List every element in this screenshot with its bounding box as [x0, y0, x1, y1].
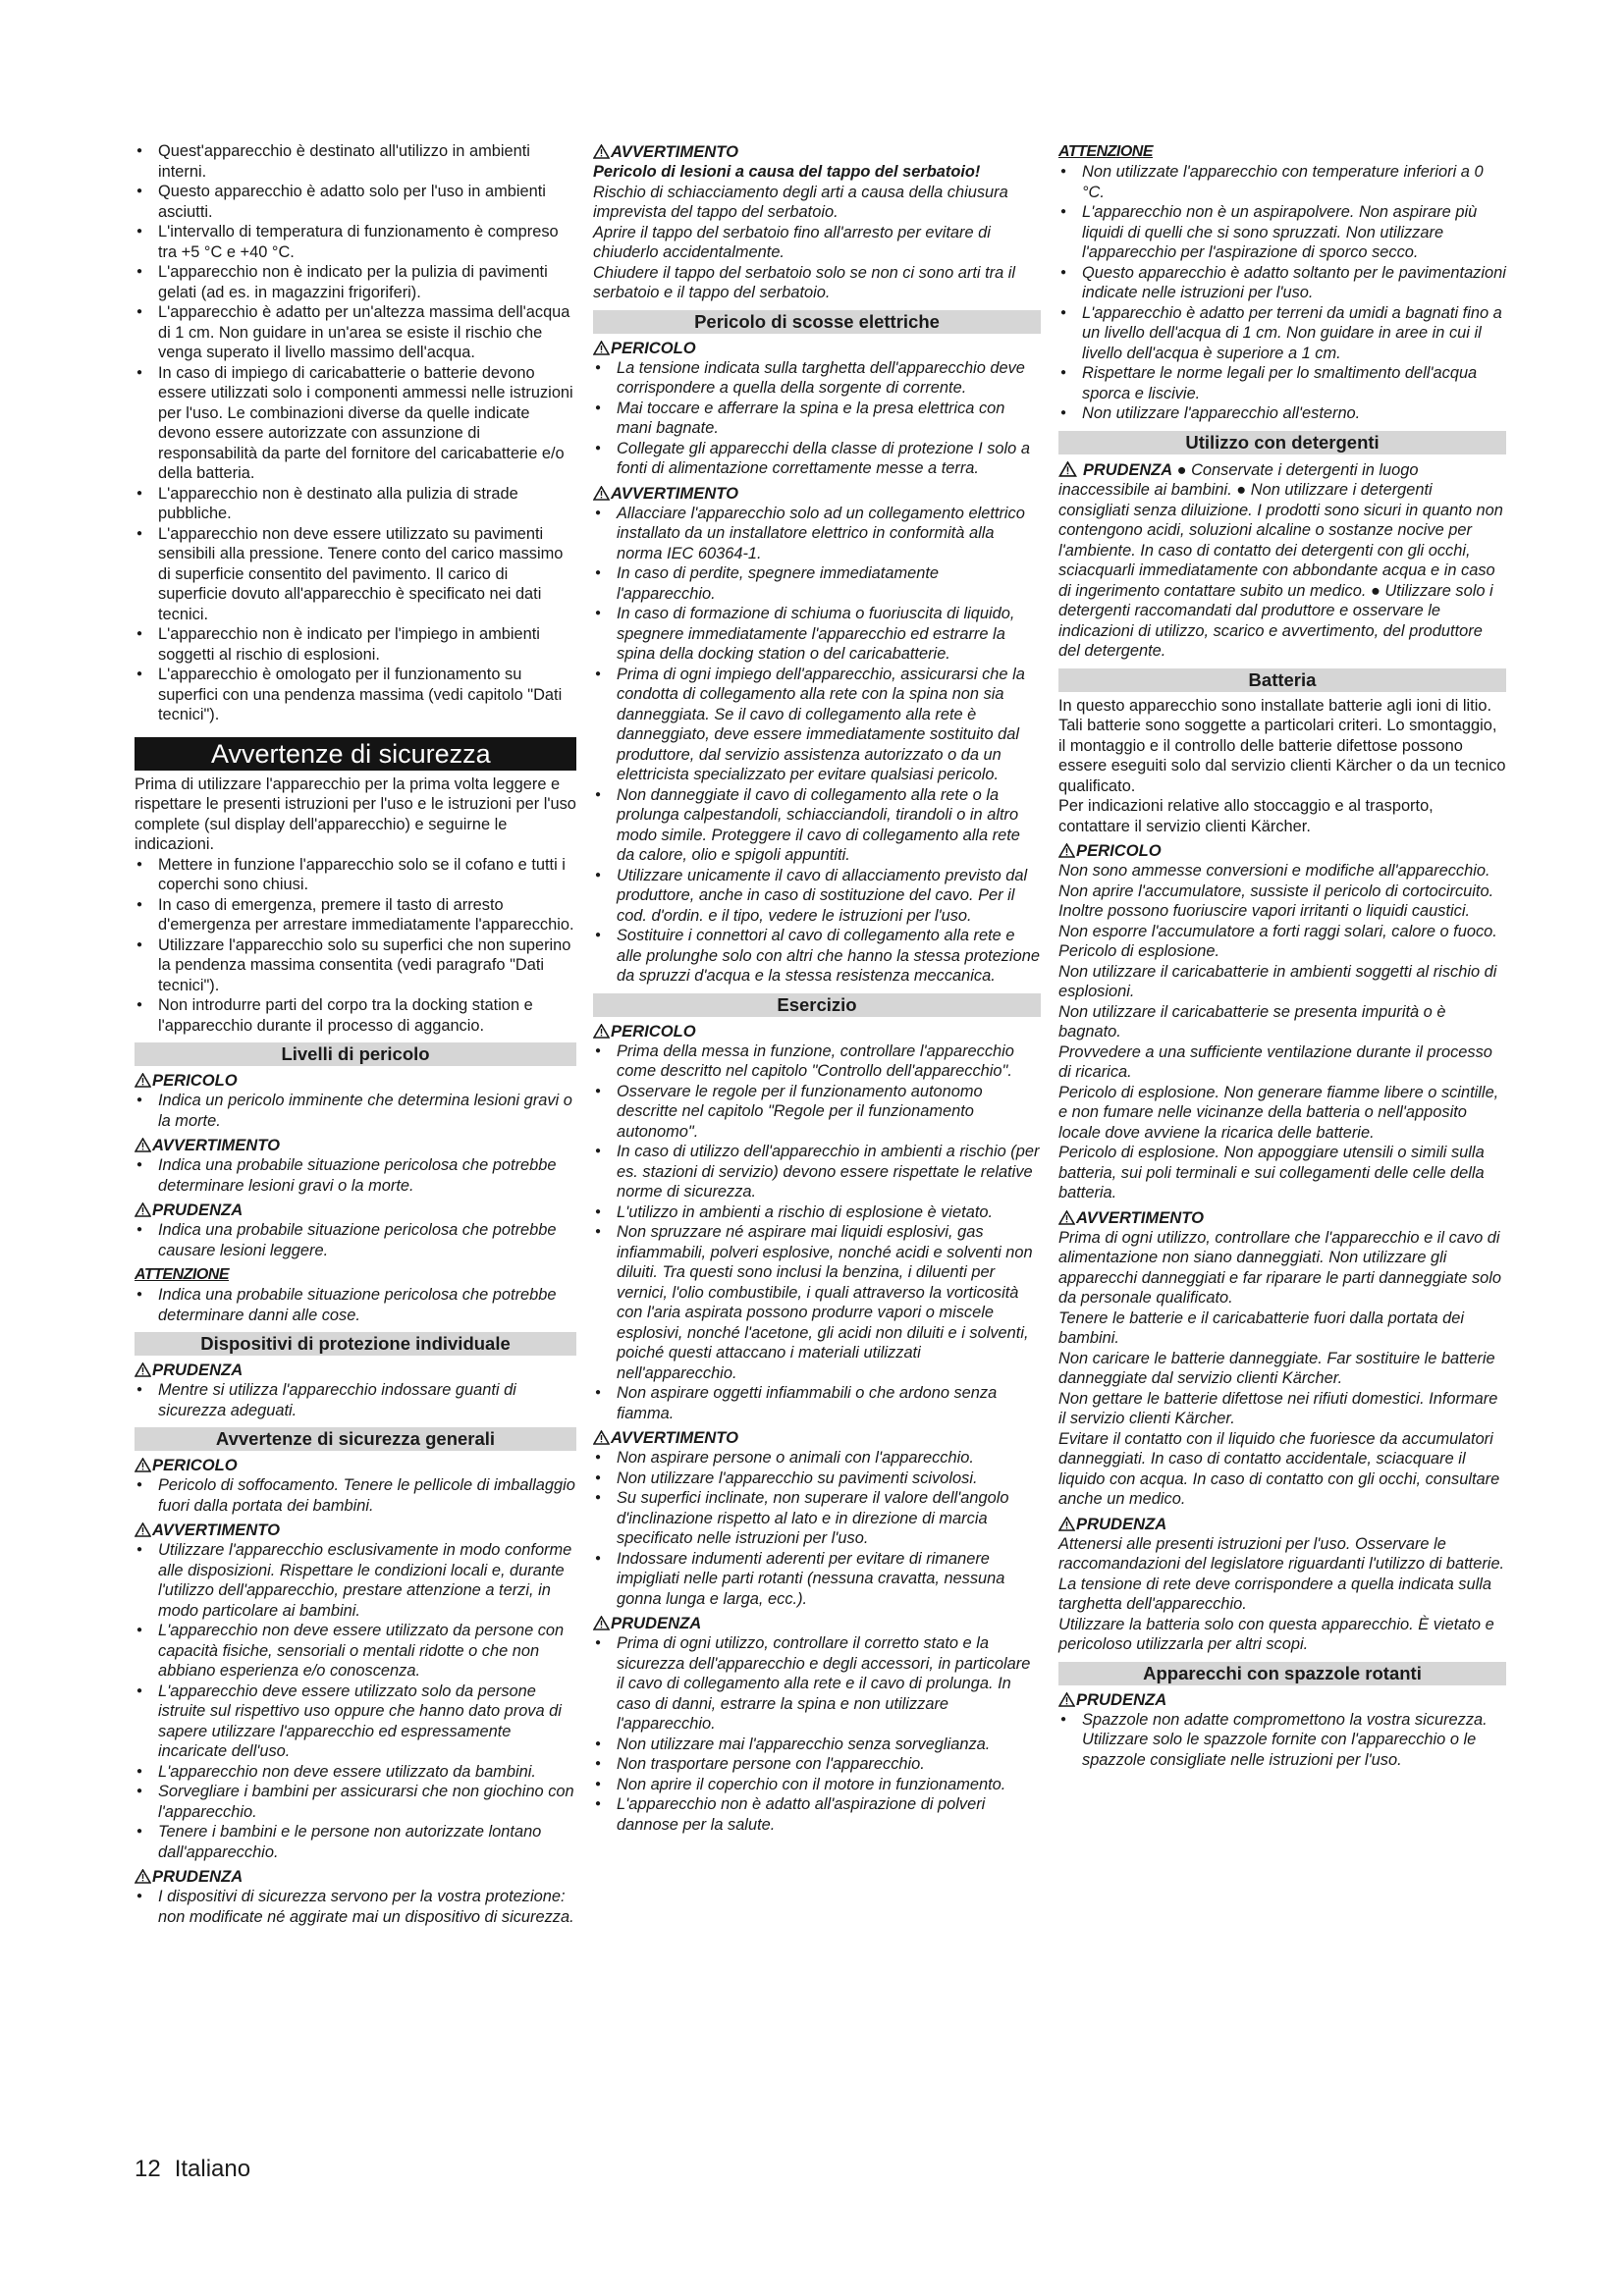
- section-heading-shock: Pericolo di scosse elettriche: [593, 310, 1041, 334]
- warning-triangle-icon: [593, 1430, 610, 1445]
- section-heading-ppe: Dispositivi di protezione individuale: [135, 1332, 576, 1356]
- paragraph: Pericolo di esplosione. Non generare fiamme libere o scintille, e non fumare nelle vicinanze della batteria o nell'apposito locale dove avviene la ricarica delle batterie.: [1058, 1083, 1499, 1142]
- list-item: ● Pericolo di soffocamento. Tenere le pellicole di imballaggio fuori dalla portata dei bambini.: [135, 1475, 576, 1516]
- column-2: [593, 141, 1041, 1835]
- warning-triangle-icon: [1058, 461, 1077, 477]
- signal-word: PRUDENZA: [135, 1866, 576, 1887]
- warning-triangle-icon: [1058, 843, 1075, 858]
- list-item: ● Non aspirare oggetti infiammabili o che ardono senza fiamma.: [593, 1383, 1041, 1423]
- list-item: ● Osservare le regole per il funzionamento autonomo descritte nel capitolo "Regole per il funzionamento autonomo".: [593, 1082, 1041, 1143]
- list-item: ● Mettere in funzione l'apparecchio solo se il cofano e tutti i coperchi sono chiusi.: [135, 855, 576, 895]
- section-heading-brushes: Apparecchi con spazzole rotanti: [1058, 1662, 1506, 1685]
- warning-triangle-icon: [135, 1073, 151, 1088]
- list-item: ● Non utilizzare mai l'apparecchio senza sorveglianza.: [593, 1735, 1041, 1755]
- signal-word: ATTENZIONE: [1058, 143, 1154, 160]
- warning-triangle-icon: [1058, 1210, 1075, 1225]
- language-label: Italiano: [174, 2156, 251, 2182]
- list-item: ● Su superfici inclinate, non superare il valore dell'angolo d'inclinazione rispetto al lato e in direzione di marcia specificato nelle istruzioni per l'uso.: [593, 1488, 1041, 1549]
- list-item: ● Prima della messa in funzione, controllare l'apparecchio come descritto nel capitolo "Controllo dell'apparecchio".: [593, 1041, 1041, 1082]
- list-item: ● L'apparecchio non deve essere utilizzato da bambini.: [135, 1762, 576, 1783]
- list-item: ● Indica una probabile situazione pericolosa che potrebbe determinare lesioni gravi o la morte.: [135, 1155, 576, 1196]
- signal-word: PERICOLO: [1058, 840, 1506, 861]
- list-item: ● Prima di ogni impiego dell'apparecchio, assicurarsi che la condotta di collegamento alla rete con la spina non sia danneggiata. Se il cavo di collegamento alla rete è danneggiato, deve essere immediatamente sostituito dal produttore, dal servizio assistenza autorizzato o da un elettricista specializzato per evitare qualsiasi pericolo.: [593, 665, 1041, 785]
- signal-word: ATTENZIONE: [135, 1266, 230, 1283]
- list-item: ● Non danneggiate il cavo di collegamento alla rete o la prolunga calpestandoli, schiacciandoli, tirandoli o in altro modo simile. Proteggere il cavo di collegamento alla rete da calore, olio e spigoli appuntiti.: [593, 785, 1041, 866]
- list-item: ● In caso di utilizzo dell'apparecchio in ambienti a rischio (per es. stazioni di servizio) devono essere rispettate le relative norme di sicurezza.: [593, 1142, 1041, 1202]
- list-item: ● Non spruzzare né aspirare mai liquidi esplosivi, gas infiammabili, polveri esplosive, nonché acidi e solventi non diluiti. Tra questi sono inclusi la benzina, i diluenti per vernici, l'olio combustibile, i quali attraverso la vorticosità con l'aria aspirata possono produrre vapori o miscele esplosivi, nonché l'acetone, gli acidi non diluiti e i solventi, poiché questi attaccano i materiali utilizzati nell'apparecchio.: [593, 1222, 1041, 1383]
- warning-triangle-icon: [1058, 1517, 1075, 1531]
- paragraph: Per indicazioni relative allo stoccaggio e al trasporto, contattare il servizio clienti Kärcher.: [1058, 797, 1434, 835]
- paragraph: Provvedere a una sufficiente ventilazione durante il processo di ricarica.: [1058, 1042, 1492, 1081]
- warning-triangle-icon: [135, 1138, 151, 1152]
- list-item: ● Mai toccare e afferrare la spina e la presa elettrica con mani bagnate.: [593, 399, 1041, 439]
- list-item: ● L'apparecchio è adatto per un'altezza massima dell'acqua di 1 cm. Non guidare in un'area se esiste il rischio che venga superato il livello massimo dell'acqua.: [135, 302, 576, 363]
- intro-list: [135, 141, 576, 725]
- signal-word: PRUDENZA: [1058, 1514, 1506, 1534]
- list-item: ● Tenere i bambini e le persone non autorizzate lontano dall'apparecchio.: [135, 1822, 576, 1862]
- list-item: ● L'intervallo di temperatura di funzionamento è compreso tra +5 °C e +40 °C.: [135, 222, 576, 262]
- paragraph: Prima di ogni utilizzo, controllare che l'apparecchio e il cavo di alimentazione non siano danneggiati. Non utilizzare gli apparecchi danneggiati e far riparare le parti danneggiate solo da personale qualificato.: [1058, 1228, 1502, 1307]
- signal-word: AVVERTIMENTO: [593, 141, 1041, 162]
- signal-word: PERICOLO: [135, 1070, 576, 1091]
- paragraph: Pericolo di esplosione. Non appoggiare utensili o simili sulla batteria, sui poli terminali e sui collegamenti delle celle della batteria.: [1058, 1144, 1485, 1201]
- list-item: ● L'apparecchio non è adatto all'aspirazione di polveri dannose per la salute.: [593, 1794, 1041, 1835]
- signal-word: AVVERTIMENTO: [135, 1135, 576, 1155]
- list-item: ● Indossare indumenti aderenti per evitare di rimanere impigliati nelle parti rotanti (nessuna cravatta, nessuna gonna lunga e larga, ecc.).: [593, 1549, 1041, 1610]
- list-item: ● L'apparecchio non è indicato per la pulizia di pavimenti gelati (ad es. in magazzini frigoriferi).: [135, 262, 576, 302]
- list-item: ● L'apparecchio non deve essere utilizzato su pavimenti sensibili alla pressione. Tenere conto del carico massimo di superficie consentito del pavimento. Il carico di superficie dovuto all'apparecchio è specificato nei dati tecnici.: [135, 524, 576, 625]
- list-item: ● Indica un pericolo imminente che determina lesioni gravi o la morte.: [135, 1091, 576, 1131]
- list-item: ● Utilizzare l'apparecchio esclusivamente in modo conforme alle disposizioni. Rispettare le condizioni locali e, durante l'utilizzo dell'apparecchio, prestare attenzione a terzi, in modo particolare ai bambini.: [135, 1540, 576, 1621]
- list-item: ● Sostituire i connettori al cavo di collegamento alla rete e alle prolunghe solo con altri che hanno la stessa protezione da spruzzi d'acqua e la stessa resistenza meccanica.: [593, 926, 1041, 987]
- warning-triangle-icon: [593, 486, 610, 501]
- section-heading-battery: Batteria: [1058, 668, 1506, 692]
- paragraph: Utilizzare la batteria solo con questa apparecchio. È vietato e pericoloso utilizzarla per altri scopi.: [1058, 1615, 1494, 1653]
- paragraph: Attenersi alle presenti istruzioni per l'uso. Osservare le raccomandazioni del legislatore riguardanti l'utilizzo di batterie.: [1058, 1534, 1505, 1573]
- list-item: ● Collegate gli apparecchi della classe di protezione I solo a fonti di alimentazione correttamente messe a terra.: [593, 439, 1041, 479]
- column-1: [135, 141, 576, 1927]
- list-item: ● Utilizzare unicamente il cavo di allacciamento previsto dal produttore, anche in caso di sostituzione del cavo. Per il cod. d'ordin. e il tipo, vedere le istruzioni per l'uso.: [593, 866, 1041, 927]
- signal-word: PERICOLO: [135, 1455, 576, 1475]
- list-item: ● Sorvegliare i bambini per assicurarsi che non giochino con l'apparecchio.: [135, 1782, 576, 1822]
- paragraph: Aprire il tappo del serbatoio fino all'arresto per evitare di chiuderlo accidentalmente.: [593, 223, 991, 261]
- list-item: ● L'apparecchio deve essere utilizzato solo da persone istruite sul rispettivo uso oppure che hanno dato prova di sapere utilizzare l'apparecchio ed espressamente incaricate dell'uso.: [135, 1682, 576, 1762]
- signal-word: AVVERTIMENTO: [593, 483, 1041, 504]
- tank-title: Pericolo di lesioni a causa del tappo del serbatoio!: [593, 163, 981, 181]
- safety-list: [135, 855, 576, 1037]
- list-item: ● Mentre si utilizza l'apparecchio indossare guanti di sicurezza adeguati.: [135, 1380, 576, 1420]
- warning-triangle-icon: [135, 1362, 151, 1377]
- page-footer: [135, 2156, 264, 2183]
- section-heading-levels: Livelli di pericolo: [135, 1042, 576, 1066]
- list-item: ● Questo apparecchio è adatto solo per l'uso in ambienti asciutti.: [135, 182, 576, 222]
- paragraph: Non utilizzare il caricabatterie in ambienti soggetti al rischio di esplosioni.: [1058, 962, 1497, 1000]
- list-item: ● L'apparecchio è omologato per il funzionamento su superfici con una pendenza massima (vedi capitolo "Dati tecnici").: [135, 665, 576, 725]
- list-item: ● Non utilizzare l'apparecchio su pavimenti scivolosi.: [593, 1468, 1041, 1489]
- warning-triangle-icon: [135, 1202, 151, 1217]
- column-3: [1058, 141, 1506, 1770]
- warning-triangle-icon: [135, 1458, 151, 1472]
- paragraph: Rischio di schiacciamento degli arti a causa della chiusura imprevista del tappo del serbatoio.: [593, 183, 1008, 221]
- list-item: ● Prima di ogni utilizzo, controllare il corretto stato e la sicurezza dell'apparecchio e degli accessori, in particolare il cavo di collegamento alla rete e il cavo di prolunga. In caso di danni, estrarre la spina e non utilizzare l'apparecchio.: [593, 1633, 1041, 1735]
- list-item: ● L'utilizzo in ambienti a rischio di esplosione è vietato.: [593, 1202, 1041, 1223]
- list-item: ● L'apparecchio non è un aspirapolvere. Non aspirare più liquidi di quelli che si sono spruzzati. Non utilizzare l'apparecchio per l'aspirazione di sporco secco.: [1058, 202, 1506, 263]
- warning-triangle-icon: [1058, 1692, 1075, 1707]
- list-item: ● Non introdurre parti del corpo tra la docking station e l'apparecchio durante il processo di aggancio.: [135, 995, 576, 1036]
- list-item: ● Utilizzare l'apparecchio solo su superfici che non superino la pendenza massima consentita (vedi paragrafo "Dati tecnici").: [135, 935, 576, 996]
- list-item: ● In caso di perdite, spegnere immediatamente l'apparecchio.: [593, 563, 1041, 604]
- warning-triangle-icon: [593, 341, 610, 355]
- paragraph: Non caricare le batterie danneggiate. Far sostituire le batterie danneggiate dal servizio clienti Kärcher.: [1058, 1349, 1495, 1387]
- list-item: ● In caso di impiego di caricabatterie o batterie devono essere utilizzati solo i componenti ammessi nelle istruzioni per l'uso. Le combinazioni diverse da quelle indicate devono essere autorizzate con assunzione di responsabilità da parte del fornitore del caricabatterie e/o della batteria.: [135, 363, 576, 484]
- section-heading-detergents: Utilizzo con detergenti: [1058, 431, 1506, 454]
- paragraph: Non aprire l'accumulatore, sussiste il pericolo di cortocircuito. Inoltre possono fuoriuscire vapori irritanti o liquidi caustici.: [1058, 881, 1494, 920]
- page-number: 12: [135, 2156, 161, 2182]
- warning-triangle-icon: [135, 1522, 151, 1537]
- list-item: ● Indica una probabile situazione pericolosa che potrebbe causare lesioni leggere.: [135, 1220, 576, 1260]
- detergent-paragraph: PRUDENZA ● Conservate i detergenti in luogo inaccessibile ai bambini. ● Non utilizzare i detergenti consigliati senza diluizione. I prodotti sono sicuri in quanto non contengono acidi, soluzioni alcaline o sostanze nocive per l'ambiente. In caso di contatto dei detergenti con gli occhi, sciacquarli immediatamente con abbondante acqua e in caso di ingerimento contattare subito un medico. ● Utilizzare solo i detergenti raccomandati dal produttore e osservare le indicazioni di utilizzo, scarico e avvertimento, del produttore del detergente.: [1058, 460, 1503, 660]
- signal-word: PRUDENZA: [135, 1200, 576, 1220]
- list-item: ● Non trasportare persone con l'apparecchio.: [593, 1754, 1041, 1775]
- signal-word: AVVERTIMENTO: [593, 1427, 1041, 1448]
- list-item: ● Non aprire il coperchio con il motore in funzionamento.: [593, 1775, 1041, 1795]
- paragraph: Non esporre l'accumulatore a forti raggi solari, calore o fuoco. Pericolo di esplosione.: [1058, 922, 1497, 960]
- list-item: ● Quest'apparecchio è destinato all'utilizzo in ambienti interni.: [135, 141, 576, 182]
- paragraph: Non gettare le batterie difettose nei rifiuti domestici. Informare il servizio clienti Kärcher.: [1058, 1389, 1498, 1427]
- list-item: ● Spazzole non adatte compromettono la vostra sicurezza. Utilizzare solo le spazzole fornite con l'apparecchio o le spazzole consigliate nelle istruzioni per l'uso.: [1058, 1710, 1506, 1771]
- paragraph: Evitare il contatto con il liquido che fuoriesce da accumulatori danneggiati. In caso di contatto accidentale, sciacquare il liquido con acqua. In caso di contatto con gli occhi, consultare anche un medico.: [1058, 1429, 1500, 1508]
- section-heading-operation: Esercizio: [593, 993, 1041, 1017]
- list-item: ● Allacciare l'apparecchio solo ad un collegamento elettrico installato da un installatore elettrico in conformità alla norma IEC 60364-1.: [593, 504, 1041, 564]
- list-item: ● In caso di formazione di schiuma o fuoriuscita di liquido, spegnere immediatamente l'apparecchio ed estrarre la spina della docking station o del caricabatterie.: [593, 604, 1041, 665]
- signal-word: PERICOLO: [593, 338, 1041, 358]
- signal-word: PRUDENZA: [1058, 1689, 1506, 1710]
- list-item: ● Questo apparecchio è adatto soltanto per le pavimentazioni indicate nelle istruzioni per l'uso.: [1058, 263, 1506, 303]
- signal-word: AVVERTIMENTO: [135, 1520, 576, 1540]
- section-heading-safety: Avvertenze di sicurezza: [135, 737, 576, 771]
- list-item: ● L'apparecchio non è destinato alla pulizia di strade pubbliche.: [135, 484, 576, 524]
- list-item: ● I dispositivi di sicurezza servono per la vostra protezione: non modificate né aggirate mai un dispositivo di sicurezza.: [135, 1887, 576, 1927]
- list-item: ● Non utilizzare l'apparecchio all'esterno.: [1058, 403, 1506, 424]
- signal-word: PERICOLO: [593, 1021, 1041, 1041]
- list-item: ● Rispettare le norme legali per lo smaltimento dell'acqua sporca e liscivie.: [1058, 363, 1506, 403]
- warning-triangle-icon: [593, 144, 610, 159]
- safety-intro: Prima di utilizzare l'apparecchio per la prima volta leggere e rispettare le presenti istruzioni per l'uso e le istruzioni per l'uso complete (sul display dell'apparecchio) e seguirne le indicazioni.: [135, 774, 576, 853]
- paragraph: La tensione di rete deve corrispondere a quella indicata sulla targhetta dell'apparecchio.: [1058, 1575, 1492, 1613]
- list-item: ● L'apparecchio non deve essere utilizzato da persone con capacità fisiche, sensoriali o mentali ridotte o che non abbiano esperienza e/o conoscenza.: [135, 1621, 576, 1682]
- list-item: ● L'apparecchio è adatto per terreni da umidi a bagnati fino a un livello dell'acqua di 1 cm. Non guidare in aree in cui il livello dell'acqua è superiore a 1 cm.: [1058, 303, 1506, 364]
- signal-word: AVVERTIMENTO: [1058, 1207, 1506, 1228]
- paragraph: In questo apparecchio sono installate batterie agli ioni di litio. Tali batterie sono soggette a particolari criteri. Lo smontaggio, il montaggio e il controllo delle batterie difettose possono essere eseguiti solo dal servizio clienti Kärcher o da un tecnico qualificato.: [1058, 696, 1506, 795]
- list-item: ● Non aspirare persone o animali con l'apparecchio.: [593, 1448, 1041, 1468]
- warning-triangle-icon: [593, 1024, 610, 1039]
- list-item: ● In caso di emergenza, premere il tasto di arresto d'emergenza per arrestare immediatamente l'apparecchio.: [135, 895, 576, 935]
- paragraph: Non utilizzare il caricabatterie se presenta impurità o è bagnato.: [1058, 1002, 1446, 1041]
- paragraph: Non sono ammesse conversioni e modifiche all'apparecchio.: [1058, 862, 1490, 880]
- signal-word: PRUDENZA: [593, 1613, 1041, 1633]
- section-heading-general: Avvertenze di sicurezza generali: [135, 1427, 576, 1451]
- warning-triangle-icon: [593, 1616, 610, 1630]
- list-item: ● La tensione indicata sulla targhetta dell'apparecchio deve corrispondere a quella della sorgente di corrente.: [593, 358, 1041, 399]
- warning-triangle-icon: [135, 1869, 151, 1884]
- list-item: ● L'apparecchio non è indicato per l'impiego in ambienti soggetti al rischio di esplosioni.: [135, 624, 576, 665]
- signal-word: PRUDENZA: [135, 1360, 576, 1380]
- list-item: ● Indica una probabile situazione pericolosa che potrebbe determinare danni alle cose.: [135, 1285, 576, 1325]
- paragraph: Tenere le batterie e il caricabatterie fuori dalla portata dei bambini.: [1058, 1308, 1465, 1347]
- list-item: ● Non utilizzate l'apparecchio con temperature inferiori a 0 °C.: [1058, 162, 1506, 202]
- paragraph: Chiudere il tappo del serbatoio solo se non ci sono arti tra il serbatoio e il tappo del serbatoio.: [593, 263, 1016, 301]
